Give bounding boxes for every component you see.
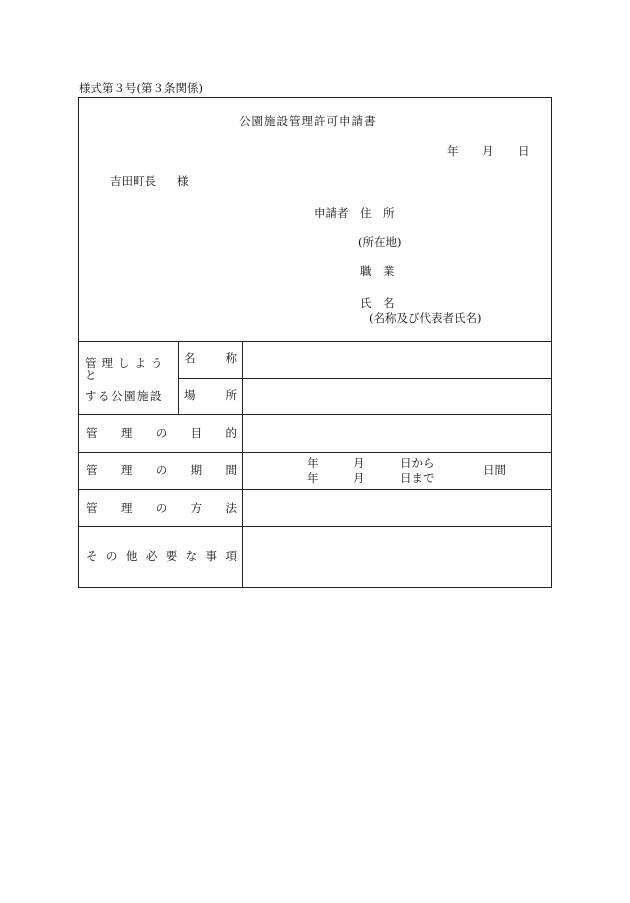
period-from-month: 月 [353, 456, 365, 470]
period-to-month: 月 [353, 471, 365, 485]
period-from-year: 年 [307, 456, 319, 470]
form-title: 公園施設管理許可申請書 [239, 114, 377, 128]
facility-subcolumn-rule [178, 341, 179, 414]
facility-name-value[interactable] [243, 342, 552, 378]
facility-place-label [184, 390, 237, 402]
other-char-4: 要 [165, 549, 178, 563]
date-year: 年 [447, 144, 459, 158]
other-value[interactable] [243, 527, 552, 587]
application-form [78, 97, 552, 588]
other-char-7: 項 [225, 549, 237, 563]
facility-group-text1: 管理しようと [85, 356, 168, 382]
other-char-6: 事 [205, 549, 218, 563]
period-label [86, 465, 237, 477]
facility-group-text2: する公園施設 [85, 389, 163, 403]
method-label [86, 503, 237, 515]
occupation-label: 職 業 [360, 264, 395, 278]
period-to-day: 日まで [400, 471, 435, 485]
name-note: (名称及び代表者氏名) [369, 311, 482, 325]
method-char-3: 方 [190, 501, 203, 515]
name-label: 氏 名 [360, 296, 395, 310]
purpose-char-1: 理 [120, 426, 133, 440]
other-label [86, 551, 237, 563]
period-to-year: 年 [307, 471, 319, 485]
date-month: 月 [482, 144, 494, 158]
facility-group-line1 [85, 358, 171, 381]
other-char-1: の [105, 549, 118, 563]
period-from-day: 日から [400, 456, 435, 470]
facility-name-char-a: 名 [184, 351, 196, 365]
facility-place-char-a: 場 [184, 388, 196, 402]
purpose-label [86, 428, 237, 440]
address-label: 住 所 [360, 206, 395, 220]
other-char-3: 必 [145, 549, 158, 563]
facility-name-label [184, 353, 237, 365]
method-char-1: 理 [120, 501, 133, 515]
period-char-1: 理 [120, 463, 133, 477]
period-char-4: 間 [225, 463, 237, 477]
purpose-char-3: 目 [190, 426, 203, 440]
form-number: 様式第３号(第３条関係) [79, 81, 203, 95]
method-value[interactable] [243, 490, 552, 526]
purpose-char-4: 的 [225, 426, 237, 440]
other-char-0: そ [86, 549, 98, 563]
other-char-2: 他 [125, 549, 138, 563]
addressee-honorific: 様 [177, 174, 189, 188]
facility-place-char-b: 所 [225, 388, 237, 402]
purpose-char-2: の [155, 426, 168, 440]
date-day: 日 [518, 144, 530, 158]
purpose-bottom-rule [79, 452, 551, 453]
other-char-5: な [185, 549, 198, 563]
method-char-2: の [155, 501, 168, 515]
applicant-label: 申請者 [314, 206, 349, 220]
period-char-0: 管 [86, 463, 98, 477]
period-days: 日間 [483, 463, 506, 477]
purpose-char-0: 管 [86, 426, 98, 440]
facility-name-char-b: 称 [225, 351, 237, 365]
period-char-3: 期 [190, 463, 203, 477]
facility-group-line2 [85, 391, 171, 403]
purpose-value[interactable] [243, 415, 552, 452]
facility-place-value[interactable] [243, 379, 552, 414]
method-char-0: 管 [86, 501, 98, 515]
addressee-name: 吉田町長 [110, 174, 156, 188]
method-char-4: 法 [225, 501, 237, 515]
location-label: (所在地) [358, 235, 402, 249]
period-char-2: の [155, 463, 168, 477]
